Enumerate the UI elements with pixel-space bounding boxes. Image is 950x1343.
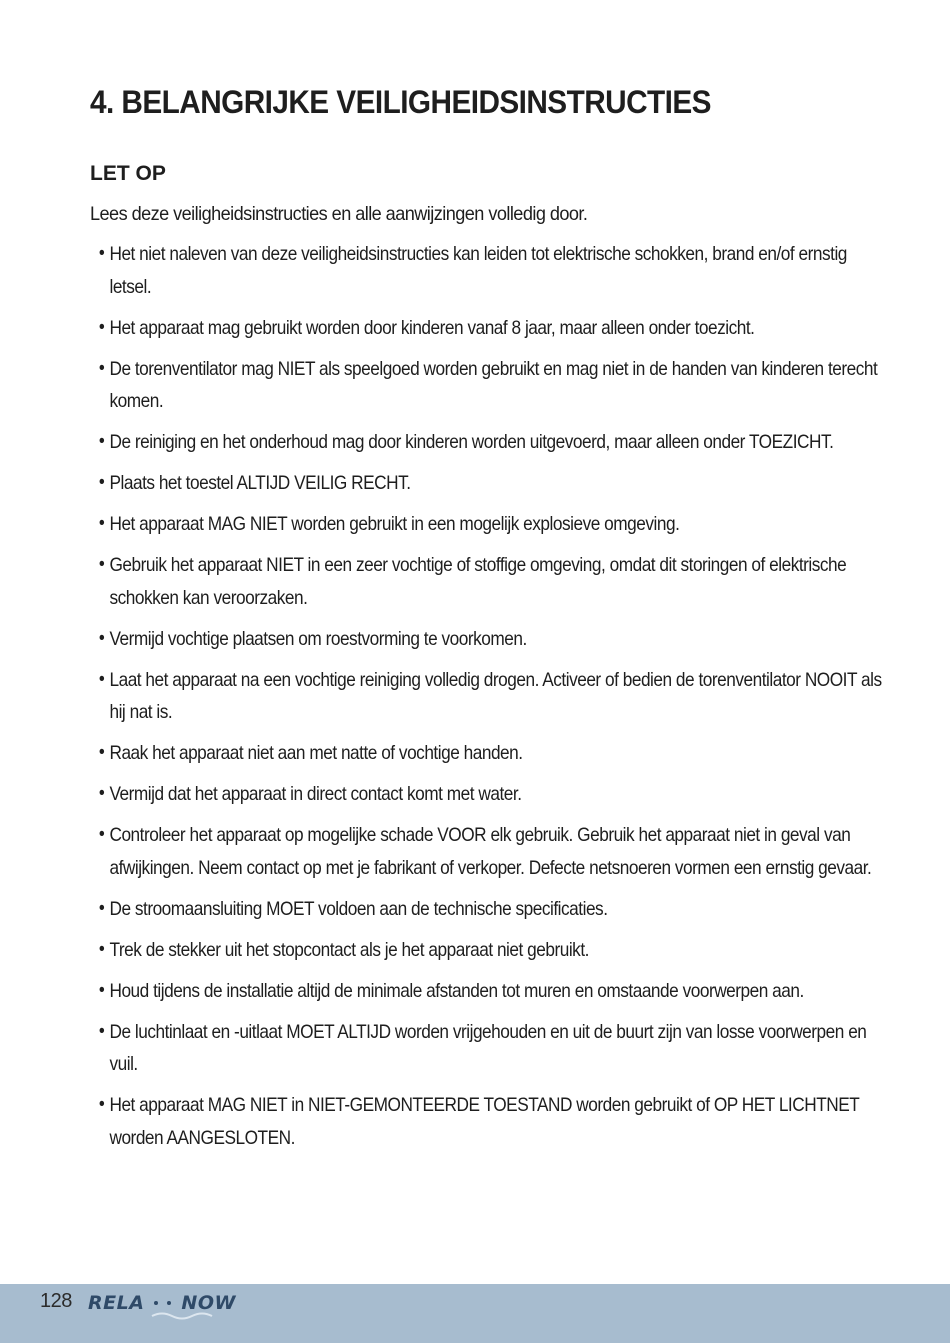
bullet-icon: • bbox=[98, 897, 105, 919]
list-item-text: Trek de stekker uit het stopcontact als je het apparaat niet gebruikt. bbox=[109, 938, 589, 961]
list-item-text: De reiniging en het onderhoud mag door kinderen worden uitgevoerd, maar alleen onder TOEZICHT. bbox=[109, 431, 834, 453]
logo-text-left: RELA bbox=[88, 1292, 145, 1314]
list-item bbox=[90, 353, 888, 418]
list-item bbox=[90, 1016, 888, 1081]
list-item-text: Vermijd dat het apparaat in direct contact komt met water. bbox=[109, 783, 522, 805]
list-item-text: Controleer het apparaat op mogelijke schade VOOR elk gebruik. Gebruik het apparaat niet in geval van afwijkingen. Neem contact op met je fabrikant of verkoper. Defecte netsnoeren vormen een ernstig gevaar. bbox=[109, 824, 872, 879]
list-item bbox=[90, 238, 888, 303]
bullet-icon: • bbox=[98, 824, 105, 845]
list-item bbox=[90, 623, 888, 656]
list-item-text: De luchtinlaat en -uitlaat MOET ALTIJD worden vrijgehouden en uit de buurt zijn van losse voorwerpen en vuil. bbox=[109, 1020, 867, 1075]
list-item bbox=[90, 819, 888, 884]
list-item-text: Het apparaat MAG NIET in NIET-GEMONTEERDE TOESTAND worden gebruikt of OP HET LICHTNET worden AANGESLOTEN. bbox=[109, 1094, 859, 1149]
brand-logo bbox=[88, 1288, 236, 1318]
list-item bbox=[90, 1089, 888, 1154]
bullet-icon: • bbox=[98, 627, 105, 649]
list-item bbox=[90, 312, 888, 345]
bullet-icon: • bbox=[98, 357, 105, 379]
bullet-icon: • bbox=[98, 243, 105, 264]
list-item bbox=[90, 737, 888, 770]
bullet-icon: • bbox=[98, 431, 105, 452]
logo-dots-icon bbox=[154, 1301, 171, 1305]
list-item-text: Plaats het toestel ALTIJD VEILIG RECHT. bbox=[109, 472, 411, 494]
page-number: 128 bbox=[40, 1290, 72, 1312]
list-item bbox=[90, 778, 888, 811]
list-item-text: Vermijd vochtige plaatsen om roestvorming te voorkomen. bbox=[109, 627, 527, 650]
list-item-text: De torenventilator mag NIET als speelgoed worden gebruikt en mag niet in de handen van kinderen terecht komen. bbox=[109, 357, 878, 412]
bullet-icon: • bbox=[98, 1020, 105, 1042]
list-item-text: Het apparaat MAG NIET worden gebruikt in een mogelijk explosieve omgeving. bbox=[109, 513, 680, 535]
logo-text-right: NOW bbox=[181, 1292, 236, 1314]
list-item bbox=[90, 893, 888, 926]
bullet-icon: • bbox=[98, 668, 105, 690]
section-subheading: LET OP bbox=[90, 162, 166, 185]
list-item-text: Laat het apparaat na een vochtige reiniging volledig drogen. Activeer of bedien de torenventilator NOOIT als hij nat is. bbox=[109, 668, 882, 723]
page-content bbox=[90, 82, 882, 1163]
list-item-text: De stroomaansluiting MOET voldoen aan de technische specificaties. bbox=[109, 897, 608, 920]
bullet-icon: • bbox=[98, 316, 105, 338]
bullet-icon: • bbox=[98, 979, 105, 1001]
bullet-icon: • bbox=[98, 783, 105, 804]
list-item bbox=[90, 426, 888, 459]
bullet-icon: • bbox=[98, 742, 105, 763]
intro-text: Lees deze veiligheidsinstructies en alle aanwijzingen volledig door. bbox=[90, 203, 588, 225]
list-item-text: Houd tijdens de installatie altijd de minimale afstanden tot muren en omstaande voorwerpen aan. bbox=[109, 979, 804, 1002]
bullet-icon: • bbox=[98, 938, 105, 960]
page-title: 4. BELANGRIJKE VEILIGHEIDSINSTRUCTIES bbox=[90, 84, 711, 120]
list-item bbox=[90, 975, 888, 1008]
bullet-icon: • bbox=[98, 554, 105, 575]
list-item bbox=[90, 934, 888, 967]
bullet-icon: • bbox=[98, 472, 105, 493]
bullet-icon: • bbox=[98, 513, 105, 534]
safety-instructions-list bbox=[90, 238, 882, 1154]
wave-icon bbox=[150, 1310, 220, 1320]
list-item-text: Het niet naleven van deze veiligheidsinstructies kan leiden tot elektrische schokken, brand en/of ernstig letsel. bbox=[109, 243, 847, 298]
list-item-text: Het apparaat mag gebruikt worden door kinderen vanaf 8 jaar, maar alleen onder toezicht. bbox=[109, 316, 755, 339]
list-item-text: Gebruik het apparaat NIET in een zeer vochtige of stoffige omgeving, omdat dit storingen of elektrische schokken kan veroorzaken. bbox=[109, 554, 847, 609]
bullet-icon: • bbox=[98, 1094, 105, 1115]
list-item bbox=[90, 664, 888, 729]
list-item-text: Raak het apparaat niet aan met natte of vochtige handen. bbox=[109, 742, 523, 764]
list-item bbox=[90, 508, 888, 541]
list-item bbox=[90, 467, 888, 500]
list-item bbox=[90, 549, 888, 614]
